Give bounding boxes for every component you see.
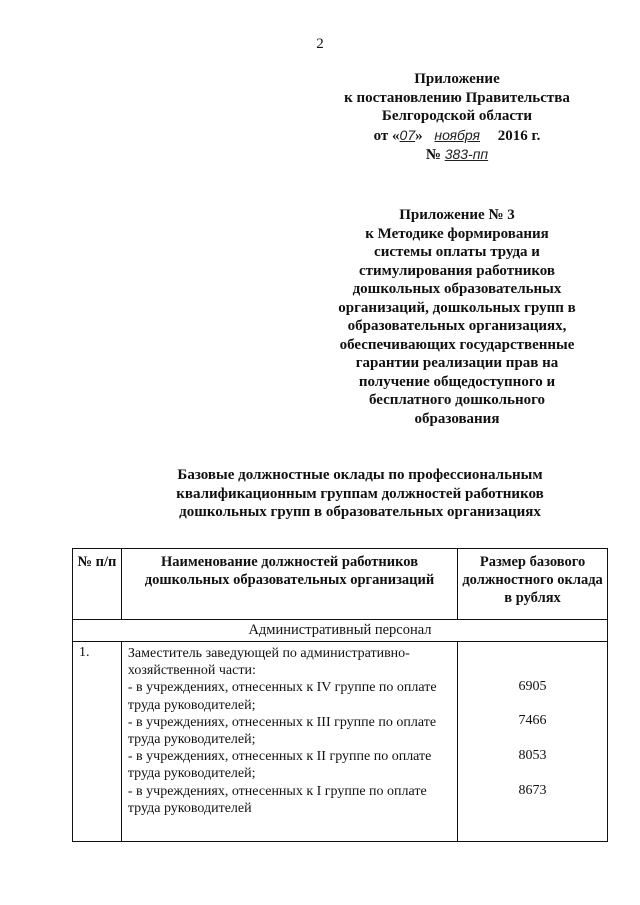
row-salary-values bbox=[458, 642, 608, 842]
document-number: 383-пп bbox=[444, 146, 489, 162]
row-description-line: труда руководителей; bbox=[127, 732, 256, 748]
appendix-label: Приложение bbox=[414, 71, 500, 87]
row-description-line: труда руководителей; bbox=[127, 766, 256, 782]
appendix-3-line: бесплатного дошкольного bbox=[368, 392, 546, 408]
salary-value: 8673 bbox=[518, 783, 547, 798]
appendix-3-line: гарантии реализации прав на bbox=[355, 355, 559, 371]
page-number: 2 bbox=[316, 36, 324, 52]
appendix-3-line: организаций, дошкольных групп в bbox=[338, 299, 576, 316]
row-description-line: - в учреждениях, отнесенных к IV группе по оплате bbox=[127, 680, 437, 696]
salary-value: 7466 bbox=[518, 713, 547, 728]
document-title-line: дошкольных групп в образовательных организациях bbox=[179, 504, 541, 520]
salary-table bbox=[72, 548, 608, 842]
appendix-number-line bbox=[322, 145, 592, 165]
appendix-3-line: к Методике формирования bbox=[365, 225, 549, 242]
appendix-3-line: системы оплаты труда и bbox=[374, 244, 540, 260]
date-mid: » bbox=[415, 127, 423, 144]
row-description-line: - в учреждениях, отнесенных к I группе по оплате bbox=[127, 783, 427, 799]
number-prefix: № bbox=[425, 147, 441, 163]
appendix-3-line: образовательных организациях, bbox=[347, 318, 567, 334]
appendix-3-line: образования bbox=[414, 410, 500, 427]
date-prefix: от « bbox=[373, 127, 400, 144]
row-description-line: хозяйственной части: bbox=[127, 663, 256, 679]
header-salary: Размер базового должностного оклада в рублях bbox=[458, 549, 608, 620]
appendix-resolution-line: к постановлению Правительства bbox=[344, 89, 570, 106]
document-title-line: квалификационным группам должностей работников bbox=[176, 485, 544, 502]
table-header-row bbox=[73, 549, 608, 620]
row-description-line: Заместитель заведующей по административно- bbox=[127, 646, 410, 661]
appendix-header bbox=[322, 70, 592, 165]
appendix-date-line bbox=[322, 126, 592, 146]
table-group-row bbox=[73, 620, 608, 642]
row-position-description bbox=[121, 642, 457, 842]
table-row bbox=[73, 642, 608, 842]
date-day: 07 bbox=[399, 126, 416, 143]
document-title-line: Базовые должностные оклады по профессиональным bbox=[177, 467, 543, 483]
appendix-3-header bbox=[322, 206, 592, 428]
date-year: 2016 г. bbox=[497, 127, 541, 144]
row-number: 1. bbox=[73, 642, 122, 842]
row-description-line: труда руководителей; bbox=[127, 697, 256, 713]
appendix-3-line: Приложение № 3 bbox=[399, 207, 515, 223]
date-month: ноября bbox=[434, 126, 481, 143]
appendix-3-line: получение общедоступного и bbox=[358, 373, 556, 390]
row-description-line: - в учреждениях, отнесенных к III группе по оплате bbox=[127, 714, 437, 730]
appendix-3-line: стимулирования работников bbox=[358, 262, 556, 279]
row-description-line: - в учреждениях, отнесенных к II группе по оплате bbox=[127, 749, 432, 765]
salary-value: 6905 bbox=[518, 679, 547, 694]
appendix-3-line: обеспечивающих государственные bbox=[339, 336, 575, 353]
group-administrative: Административный персонал bbox=[73, 620, 608, 642]
header-num: № п/п bbox=[73, 549, 122, 620]
row-description-line: труда руководителей bbox=[127, 800, 252, 816]
document-title bbox=[150, 466, 570, 522]
appendix-3-line: дошкольных образовательных bbox=[352, 281, 562, 297]
appendix-region-line: Белгородской области bbox=[381, 108, 533, 124]
salary-value: 8053 bbox=[518, 748, 547, 763]
header-position-name: Наименование должностей работников дошкольных образовательных организаций bbox=[121, 549, 457, 620]
